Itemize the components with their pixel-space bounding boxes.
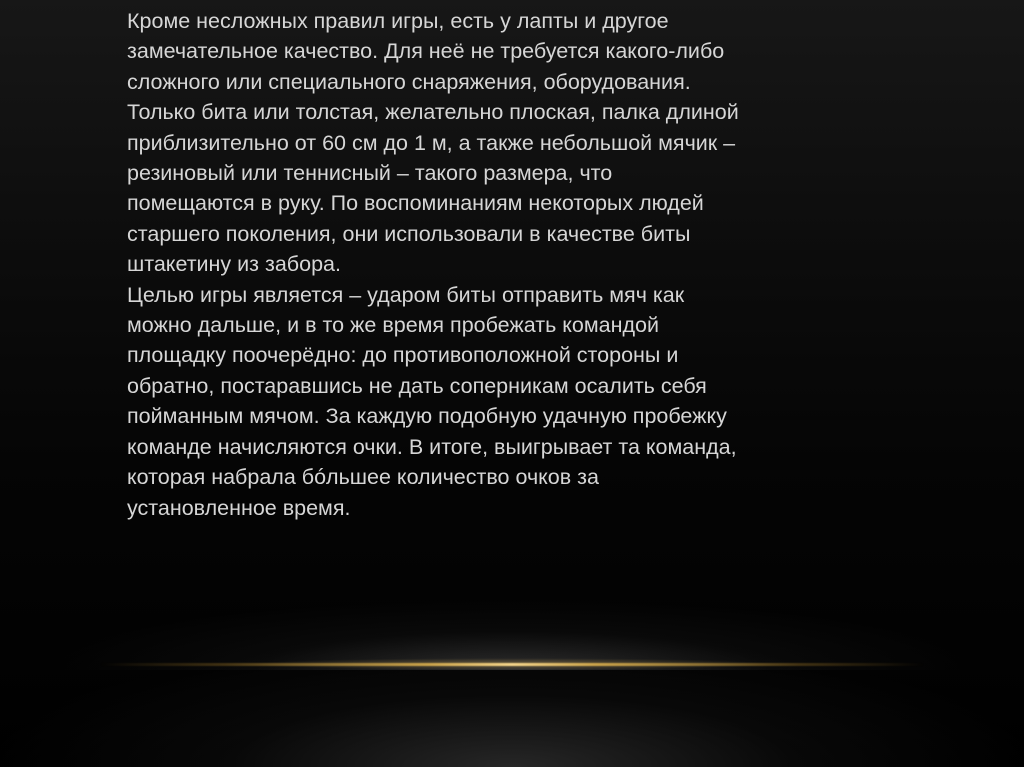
paragraph-goal: Целью игры является – ударом биты отправить мяч как можно дальше, и в то же время пробежать командой площадку поочерёдно: до противоположной стороны и обратно, постаравшись не дать соперникам осалить себя пойманным мячом. За каждую подобную удачную пробежку команде начисляются очки. В итоге, выигрывает та команда, которая набрала бóльшее количество очков за установленное время. bbox=[127, 282, 737, 520]
slide-text-body bbox=[127, 6, 887, 523]
gold-divider-line bbox=[100, 663, 924, 666]
paragraph-equipment: Кроме несложных правил игры, есть у лапты и другое замечательное качество. Для неё не требуется какого-либо сложного или специального снаряжения, оборудования. Только бита или толстая, желательно плоская, палка длиной приблизительно от 60 см до 1 м, а также небольшой мячик – резиновый или теннисный – такого размера, что помещаются в руку. По воспоминаниям некоторых людей старшего поколения, они использовали в качестве биты штакетину из забора. bbox=[127, 9, 739, 277]
bottom-glow bbox=[0, 560, 1024, 670]
